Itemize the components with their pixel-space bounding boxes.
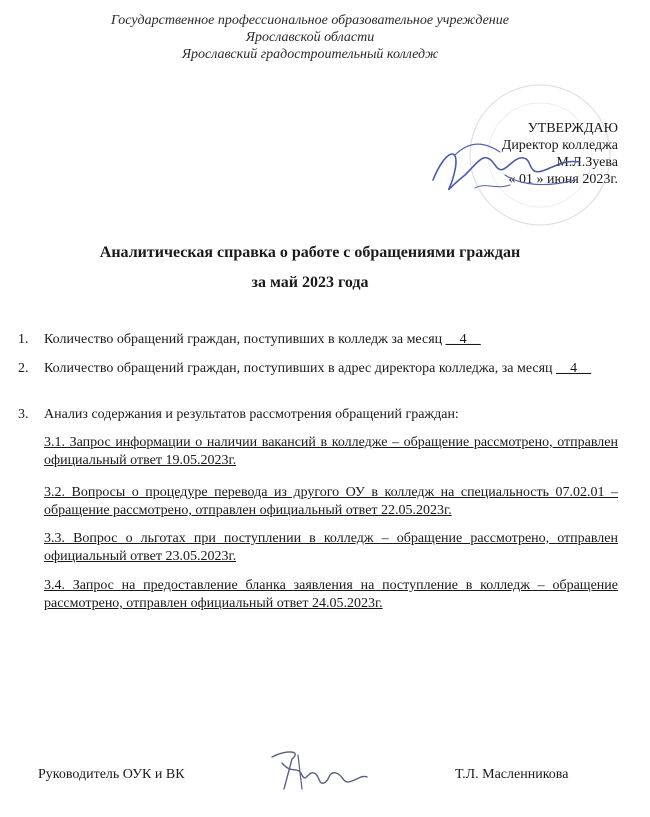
item-value: __4__ xyxy=(445,332,481,347)
approval-position: Директор колледжа xyxy=(501,138,618,153)
item-text: Количество обращений граждан, поступивших в колледж за месяц xyxy=(44,332,443,347)
subitem-3-4: 3.4. Запрос на предоставление бланка заявления на поступление в колледж – обращение рассмотрено, отправлен официальный ответ 24.05.2023г. xyxy=(44,578,618,611)
subitem-3-1: 3.1. Запрос информации о наличии вакансий в колледже – обращение рассмотрено, отправлен официальный ответ 19.05.2023г. xyxy=(44,435,618,468)
header-line-1: Государственное профессиональное образовательное учреждение xyxy=(111,13,509,28)
director-signature xyxy=(425,130,585,202)
list-item xyxy=(18,405,618,424)
item-number: 1. xyxy=(18,332,29,347)
document-title: Аналитическая справка о работе с обращениями граждан xyxy=(99,244,521,261)
head-signature xyxy=(262,745,372,795)
header-line-3: Ярославский градостроительный колледж xyxy=(181,47,439,62)
item-number: 3. xyxy=(18,407,29,422)
item-text: Количество обращений граждан, поступивших в адрес директора колледжа, за месяц xyxy=(44,361,553,376)
item-value: __4__ xyxy=(556,361,592,376)
approval-name: М.Л.Зуева xyxy=(556,155,618,170)
organization-header xyxy=(0,12,620,63)
document-subtitle: за май 2023 года xyxy=(251,274,369,291)
approval-title: УТВЕРЖДАЮ xyxy=(527,121,618,136)
list-item xyxy=(18,330,618,349)
item-number: 2. xyxy=(18,361,29,376)
list-item xyxy=(18,359,618,378)
approval-date: « 01 » июня 2023г. xyxy=(508,172,618,187)
item-text: Анализ содержания и результатов рассмотрения обращений граждан: xyxy=(44,407,459,422)
footer-name: Т.Л. Масленникова xyxy=(455,767,569,782)
subitem-3-2: 3.2. Вопросы о процедуре перевода из другого ОУ в колледж на специальность 07.02.01 – обращение рассмотрено, отправлен официальный ответ 22.05.2023г. xyxy=(44,485,618,518)
footer-position: Руководитель ОУК и ВК xyxy=(38,767,185,782)
header-line-2: Ярославской области xyxy=(245,30,375,45)
subitem-3-3: 3.3. Вопрос о льготах при поступлении в колледж – обращение рассмотрено, отправлен официальный ответ 23.05.2023г. xyxy=(44,531,618,564)
